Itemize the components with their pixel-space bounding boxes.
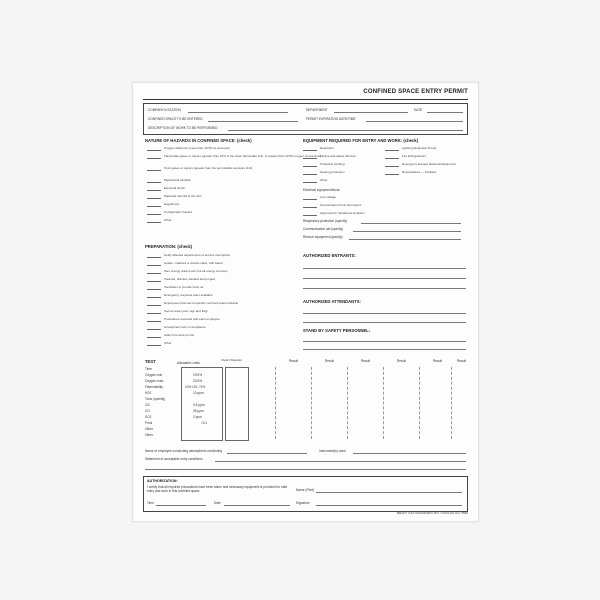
test-row-name: Other xyxy=(145,433,153,437)
limit-value: 35 ppm xyxy=(193,409,204,413)
limit-value: 23.5% xyxy=(193,379,203,383)
result-col-header: Result xyxy=(325,359,335,363)
work-field[interactable] xyxy=(228,130,463,131)
test-row-name: Pmol xyxy=(145,421,153,425)
entrants-line[interactable] xyxy=(303,268,466,269)
space-field[interactable] xyxy=(208,121,298,122)
equipment-heading: EQUIPMENT REQUIRED FOR ENTRY AND WORK: (check) xyxy=(303,138,419,143)
test-row-name: Cl2 xyxy=(145,403,150,407)
test-row-name: Oxygen-min. xyxy=(145,373,164,377)
result-column[interactable] xyxy=(347,367,348,439)
test-row-name: H2S xyxy=(145,391,152,395)
preparation-list: Notify affected departments of service interruption Isolate - blanked or double valve, with bleed Zero energy state (Lock Out all energy sources) Cleaned, drained, washed and purged Ventilation to provide fresh air Emergency response team available Employees informed of specific confined space hazards Secure area (post, sign and flag) Procedures reviewed with each employee Atmospheric test in compliance Attach hot work permit Other xyxy=(147,253,297,353)
attendants-heading: AUTHORIZED ATTENDANTS: xyxy=(303,299,361,304)
time-label: Time xyxy=(147,501,154,505)
attendants-line[interactable] xyxy=(303,322,466,323)
rescue-field[interactable] xyxy=(349,239,461,240)
standby-heading: STAND BY SAFETY PERSONNEL: xyxy=(303,328,371,333)
test-row-name: Time xyxy=(145,367,152,371)
allowable-header: Allowable Limits xyxy=(177,361,200,365)
test-row-name: Toxic (specify) xyxy=(145,397,166,401)
conditions-field[interactable] xyxy=(215,461,466,462)
time-field[interactable] xyxy=(156,505,206,506)
rescue-label: Rescue equipment (specify) xyxy=(303,235,343,239)
result-column[interactable] xyxy=(451,367,452,439)
equipment-list: Respirator Lifeline and safety harness Protective clothing Hearing protection Other Lighting (Explosion Proof) Fire Extinguishers Emergency Escape Retrieval Equipment Resuscitators — Inhalator Electrical equipment/tools: Low voltage Ground-fault circuit interrupters Approved for hazardous locations Respiratory protection (specify) Communication aid (specify) Rescue equipment (specify) xyxy=(303,146,468,256)
standby-line[interactable] xyxy=(303,349,466,350)
name-print-label: Name (Print) xyxy=(296,488,315,492)
result-col-header: Result xyxy=(397,359,407,363)
hazards-heading: NATURE OF HAZARDS IN CONFINED SPACE: (check) xyxy=(145,138,252,143)
company-field[interactable] xyxy=(188,112,288,113)
check-header: Check if Required xyxy=(221,359,242,362)
catalog-footer: BRADY USA SIGNMARK® DIV. CATALOG NO. 5580 xyxy=(397,511,468,515)
work-label: DESCRIPTION OF WORK TO BE PERFORMED xyxy=(148,126,218,130)
test-row-name: CO xyxy=(145,409,150,413)
permit-form xyxy=(132,82,479,522)
conditions-field[interactable] xyxy=(145,469,466,470)
conditions-label: Statement of acceptable entry conditions xyxy=(145,457,203,461)
attendants-line[interactable] xyxy=(303,313,466,314)
result-col-header: Result xyxy=(361,359,371,363)
check-cell[interactable] xyxy=(225,367,249,441)
authorization-heading: AUTHORIZATION: xyxy=(147,479,178,483)
limit-value: 2 ppm xyxy=(193,415,202,419)
result-column[interactable] xyxy=(275,367,276,439)
header-box xyxy=(143,103,468,135)
result-col-header: Result xyxy=(433,359,443,363)
expiration-label: PERMIT EXPIRATION DATE/TIME xyxy=(306,117,356,121)
electrical-heading: Electrical equipment/tools: xyxy=(303,188,341,192)
auth-date-label: Date xyxy=(214,501,221,505)
result-column[interactable] xyxy=(311,367,312,439)
instrument-label: Instrument(s) used xyxy=(319,449,346,453)
test-row-name: Oxygen-max. xyxy=(145,379,164,383)
test-row-name: SO2 xyxy=(145,415,152,419)
limit-value: 0.5 ppm xyxy=(193,403,205,407)
form-title: CONFINED SPACE ENTRY PERMIT xyxy=(363,89,468,95)
auth-date-field[interactable] xyxy=(224,505,290,506)
monitor-field[interactable] xyxy=(227,453,307,454)
result-column[interactable] xyxy=(419,367,420,439)
entrants-heading: AUTHORIZED ENTRANTS: xyxy=(303,253,356,258)
expiration-field[interactable] xyxy=(366,121,463,122)
limit-value: 19.5% xyxy=(193,373,203,377)
signature-field[interactable] xyxy=(316,505,462,506)
communication-field[interactable] xyxy=(353,231,461,232)
limit-value: 10% LEL / 5% xyxy=(185,385,206,389)
title-rule xyxy=(143,99,468,100)
test-heading: TEST xyxy=(145,359,156,364)
department-field[interactable] xyxy=(334,112,408,113)
respiratory-field[interactable] xyxy=(361,223,461,224)
space-label: CONFINED SPACE TO BE ENTERED xyxy=(148,117,203,121)
respiratory-label: Respiratory protection (specify) xyxy=(303,219,348,223)
company-label: COMPANY/LOCATION xyxy=(148,108,181,112)
date-label: DATE xyxy=(414,108,423,112)
authorization-text: I certify that all required precautions have been taken and necessary equipment is provided for safe entry and work in this confined space. xyxy=(147,485,288,493)
department-label: DEPARTMENT xyxy=(306,108,328,112)
preparation-heading: PREPARATION: (check) xyxy=(145,244,193,249)
signature-label: Signature xyxy=(296,501,310,505)
entrants-line[interactable] xyxy=(303,288,466,289)
name-print-field[interactable] xyxy=(316,492,462,493)
monitor-label: Name of employee conducting atmospheric monitoring xyxy=(145,449,223,453)
limit-value: 10 ppm xyxy=(193,391,204,395)
test-row-name: Other xyxy=(145,427,153,431)
hazards-list: Oxygen deficiency (Less than 19.5% at sea level) Flammable gases or vapors (greater than 10% of the lower flammable limit, or greater than 20.5% oxygen at sea level) Toxic gases or vapors (greater than the permissible exposure limit) Mechanical hazards Electrical shock Materials harmful to the skin Engulfment Configuration hazard Other xyxy=(147,146,297,246)
instrument-field[interactable] xyxy=(353,453,466,454)
authorization-box xyxy=(143,476,468,512)
result-col-header: Result xyxy=(457,359,467,363)
test-row-name: Flammability xyxy=(145,385,163,389)
result-col-header: Result xyxy=(289,359,299,363)
date-field[interactable] xyxy=(427,112,463,113)
standby-line[interactable] xyxy=(303,341,466,342)
communication-label: Communication aid (specify) xyxy=(303,227,344,231)
limit-value: <0.1 xyxy=(201,421,208,425)
result-column[interactable] xyxy=(383,367,384,439)
entrants-line[interactable] xyxy=(303,278,466,279)
